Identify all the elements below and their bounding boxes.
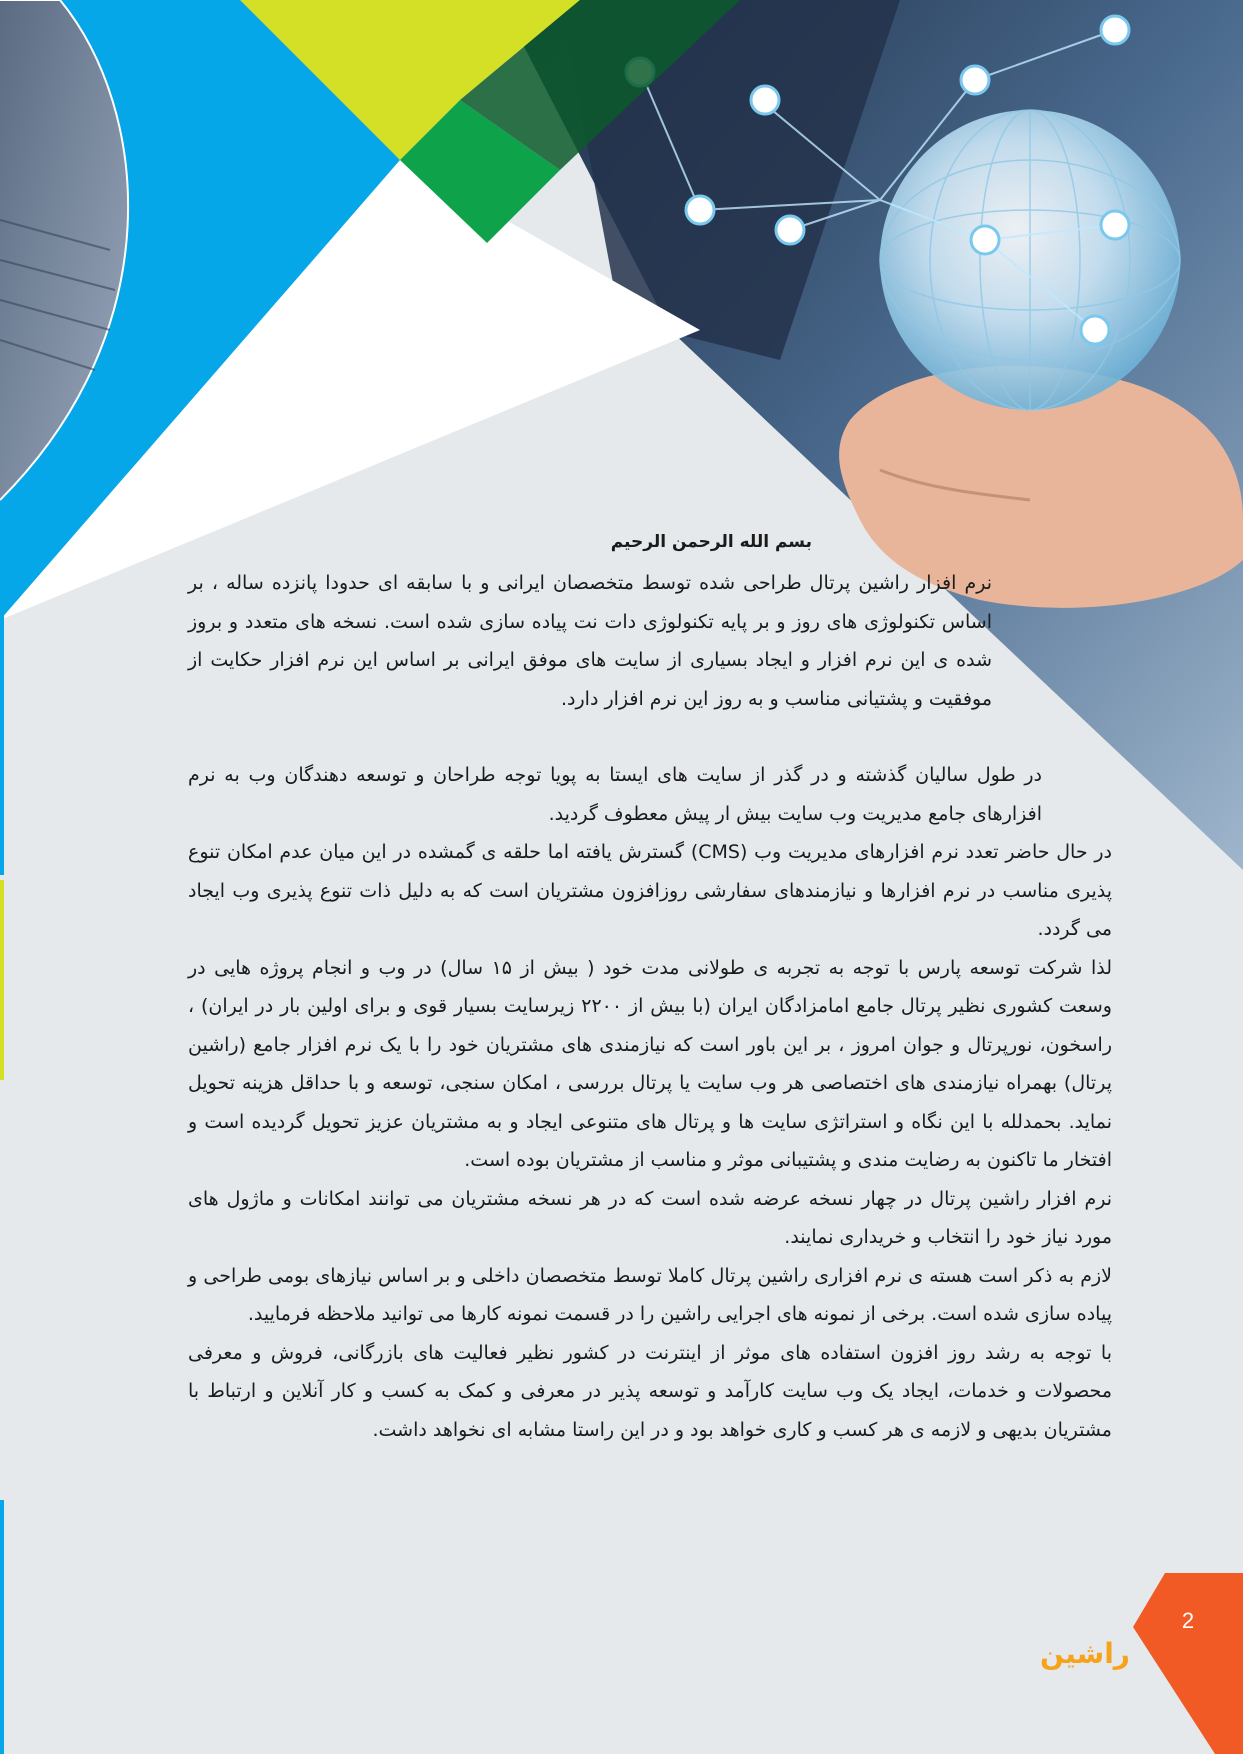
spacer — [188, 718, 1112, 756]
brand-logo: راشین — [1040, 1637, 1130, 1670]
left-strip-lime — [0, 880, 4, 1080]
paragraph-3: در حال حاضر تعدد نرم افزارهای مدیریت وب (CMS) گسترش یافته اما حلقه ی گمشده در این میان عدم امکان تنوع پذیری مناسب در نرم افزارها و نیازمندهای سفارشی روزافزون مشتریان است که به دلیل ذات تنوع پذیری وب ایجاد می گردد. — [188, 841, 1112, 940]
orange-corner — [1133, 1573, 1243, 1754]
basmala: بسم الله الرحمن الرحیم — [610, 532, 812, 552]
left-strip-blue — [0, 545, 4, 875]
paragraph-6: لازم به ذکر است هسته ی نرم افزاری راشین پرتال کاملا توسط متخصصان داخلی و بر اساس نیازهای بومی طراحی و پیاده سازی شده است. برخی از نمونه های اجرایی راشین را در قسمت نمونه کارها می توانید ملاحظه فرمایید. — [188, 1264, 1112, 1325]
paragraph-1: نرم افزار راشین پرتال طراحی شده توسط متخصصان ایرانی و با سابقه ای حدودا پانزده ساله ، بر اساس تکنولوژی های روز و بر پایه تکنولوژی دات نت پیاده سازی شده است. نسخه های متعدد و بروز شده ی این نرم افزار و ایجاد بسیاری از سایت های موفق ایرانی بر اساس این نرم افزار حکایت از موفقیت و پشتیانی مناسب و به روز این نرم افزار دارد. — [188, 572, 992, 710]
left-strip-blue-2 — [0, 1500, 4, 1754]
page-number: 2 — [1181, 1608, 1195, 1633]
paragraph-4: لذا شرکت توسعه پارس با توجه به تجربه ی طولانی مدت خود ( بیش از ۱۵ سال) در وب و انجام پروژه هایی در وسعت کشوری نظیر پرتال جامع امامزادگان ایران (با بیش از ۲۲۰۰ زیرسایت بسیار قوی و برای اولین بار در ایران) ، راسخون، نورپرتال و جوان امروز ، بر این باور است که نیازمندی های مشتریان خود را با یک نرم افزار جامع (راشین پرتال) بهمراه نیازمندی های اختصاصی هر وب سایت یا پرتال بررسی ، امکان سنجی، توسعه و با حداقل هزینه تحویل نماید. بحمدلله با این نگاه و استراتژی سایت ها و پرتال های متنوعی ایجاد و به مشتریان عزیز تحویل گردیده است و افتخار ما تاکنون به رضایت مندی و پشتیبانی موثر و مناسب از مشتریان بوده است. — [188, 956, 1112, 1171]
paragraph-5: نرم افزار راشین پرتال در چهار نسخه عرضه شده است که در هر نسخه مشتریان می توانند امکانات و ماژول های مورد نیاز خود را انتخاب و خریداری نمایند. — [188, 1187, 1112, 1248]
paragraph-2: در طول سالیان گذشته و در گذر از سایت های ایستا به پویا توجه طراحان و توسعه دهندگان وب به نرم افزارهای جامع مدیریت وب سایت بیش ار پیش معطوف گردید. — [188, 764, 1042, 825]
article-body — [188, 532, 1112, 1449]
paragraph-7: با توجه به رشد روز افزون استفاده های موثر از اینترنت در کشور نظیر فعالیت های بازرگانی، فروش و معرفی محصولات و خدمات، ایجاد یک وب سایت کارآمد و توسعه پذیر در معرفی و کمک به کسب و کار آنلاین و ارتباط با مشتریان بدیهی و لازمه ی هر کسب و کاری خواهد بود و در این راستا مشابه ای نخواهد داشت. — [188, 1341, 1112, 1441]
